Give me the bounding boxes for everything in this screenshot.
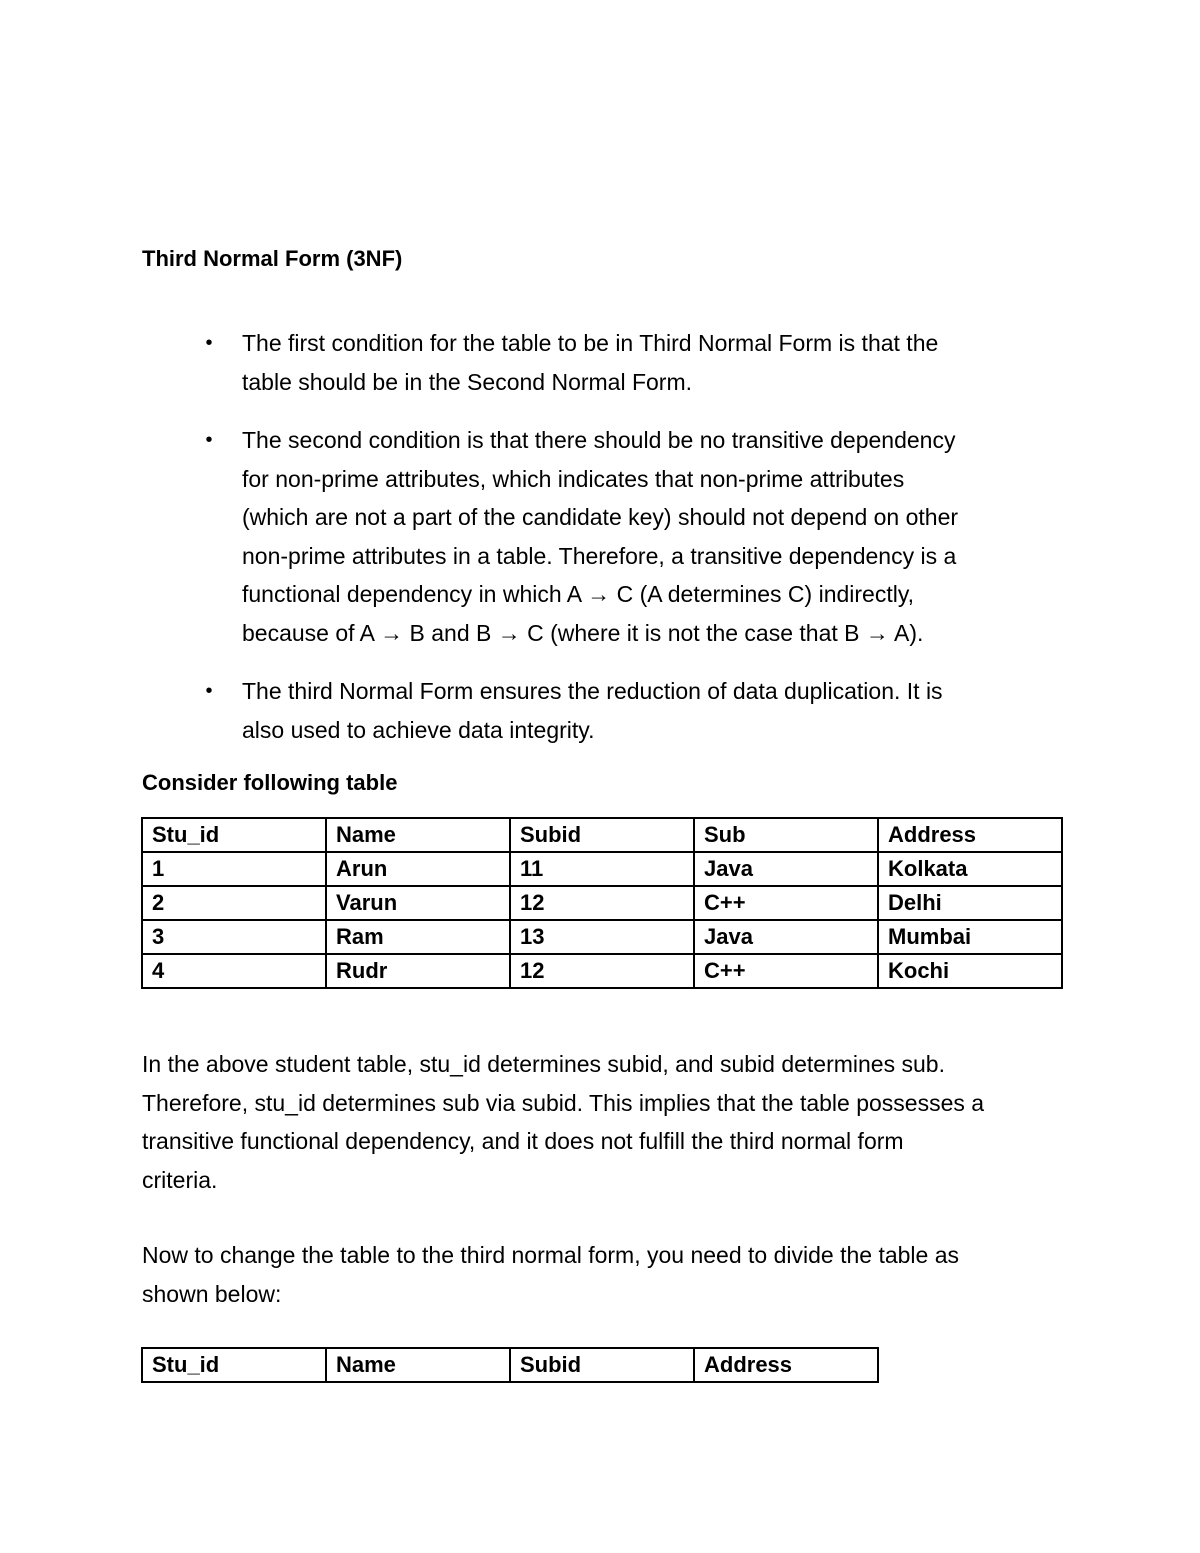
text-line: Therefore, stu_id determines sub via subid. This implies that the table possesses a [142,1089,985,1116]
list-item [142,421,1062,652]
table-cell: 13 [510,920,694,954]
text-line: because of A → B and B → C (where it is not the case that B → A). [242,619,924,646]
table-cell: Kolkata [878,852,1062,886]
table-cell: 4 [142,954,326,988]
table-caption: Consider following table [142,770,398,795]
bullet-icon: • [205,680,213,702]
text-line: non-prime attributes in a table. Therefore, a transitive dependency is a [242,542,957,569]
table-cell: 1 [142,852,326,886]
text-line: also used to achieve data integrity. [242,716,595,743]
header-cell: Subid [510,1348,694,1382]
table-cell: Delhi [878,886,1062,920]
text-line: functional dependency in which A → C (A determines C) indirectly, [242,581,915,607]
table-cell: Rudr [326,954,510,988]
header-cell: Subid [510,818,694,852]
bullet-icon: • [205,332,213,354]
text-line: shown below: [142,1280,282,1307]
table-row [142,852,1062,886]
text-line: The first condition for the table to be in Third Normal Form is that the [242,330,939,356]
bullet-icon: • [205,429,213,451]
header-cell: Address [878,818,1062,852]
text-line: The third Normal Form ensures the reduction of data duplication. It is [242,678,943,704]
text-line: table should be in the Second Normal Form. [242,368,693,395]
text-line: The second condition is that there should be no transitive dependency [242,427,956,453]
list-item [142,672,1062,749]
text-line: (which are not a part of the candidate key) should not depend on other [242,504,959,530]
table-cell: 11 [510,852,694,886]
text-line: criteria. [142,1166,218,1193]
table-row [142,886,1062,920]
table-cell: Kochi [878,954,1062,988]
table-row [142,920,1062,954]
text-line: transitive functional dependency, and it does not fulfill the third normal form [142,1128,904,1154]
table-cell: 12 [510,954,694,988]
table-header-row [142,818,1062,852]
table-cell: C++ [694,886,878,920]
table-header-row [142,1348,878,1382]
text-line: for non-prime attributes, which indicates that non-prime attributes [242,465,905,492]
instruction-paragraph [142,1236,1072,1313]
table-cell: C++ [694,954,878,988]
text-line: Now to change the table to the third normal form, you need to divide the table as [142,1242,959,1268]
table-cell: Mumbai [878,920,1062,954]
table-cell: Arun [326,852,510,886]
table-cell: Ram [326,920,510,954]
header-cell: Stu_id [142,1348,326,1382]
header-cell: Sub [694,818,878,852]
list-item [142,324,1062,401]
condition-list [142,324,1062,769]
text-line: In the above student table, stu_id determines subid, and subid determines sub. [142,1051,945,1077]
table-cell: Java [694,852,878,886]
table-cell: 3 [142,920,326,954]
student-table [141,817,1063,989]
header-cell: Address [694,1348,878,1382]
header-cell: Name [326,1348,510,1382]
table-row [142,954,1062,988]
table-cell: 12 [510,886,694,920]
table-cell: Java [694,920,878,954]
table-cell: 2 [142,886,326,920]
table-cell: Varun [326,886,510,920]
section-heading: Third Normal Form (3NF) [142,246,403,271]
divided-student-table [141,1347,879,1383]
header-cell: Stu_id [142,818,326,852]
explanation-paragraph [142,1045,1072,1199]
header-cell: Name [326,818,510,852]
